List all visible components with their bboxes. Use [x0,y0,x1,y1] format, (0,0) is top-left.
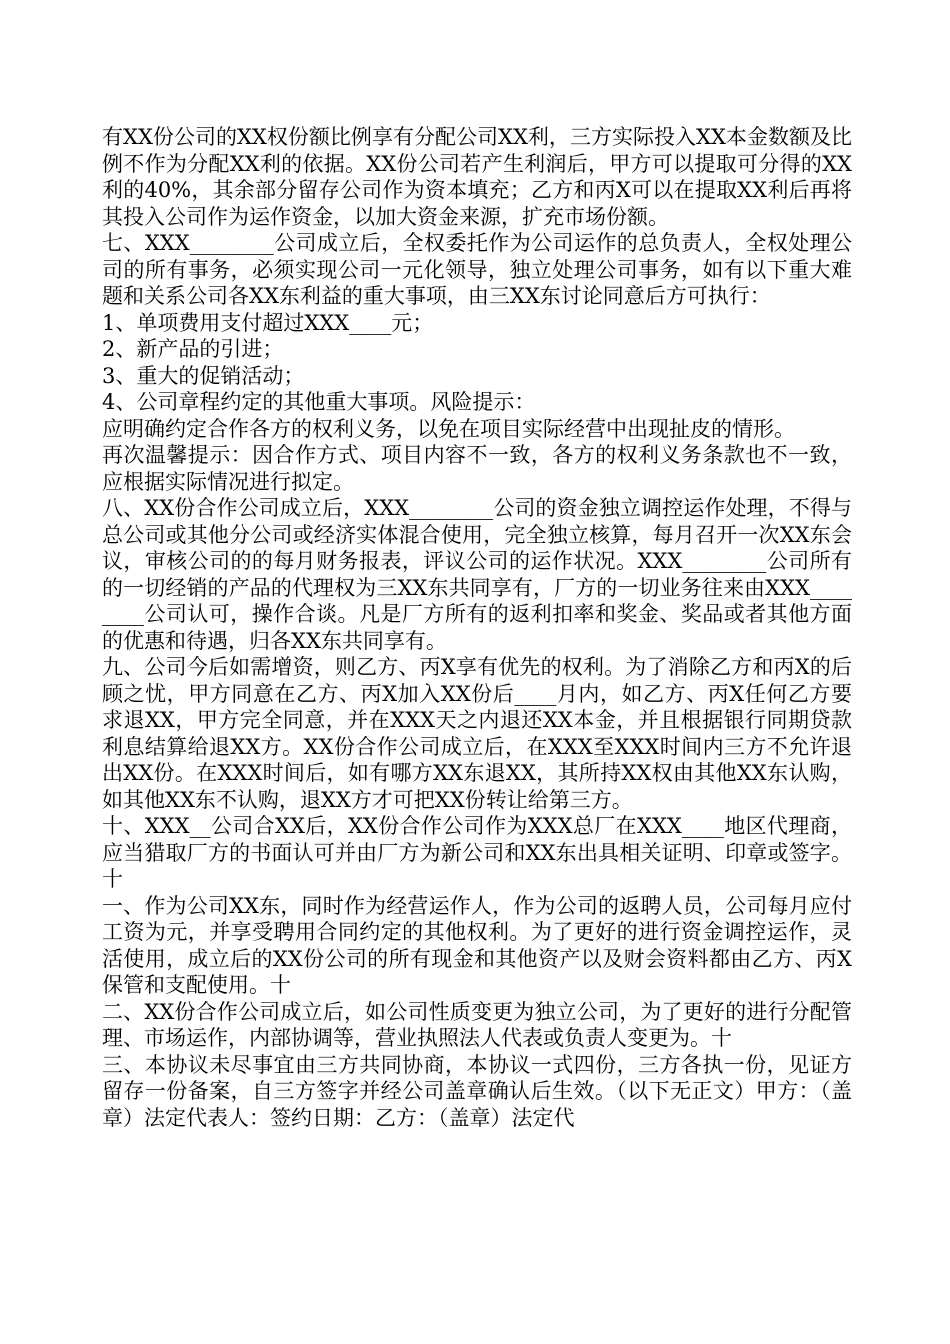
paragraph-clause-10: 十、XXX__公司合XX后，XX份合作公司作为XXX总厂在XXX____地区代理商，应当猎取厂方的书面认可并由厂方为新公司和XX东出具相关证明、印章或签字。十 [102,814,852,891]
list-item-3: 3、重大的促销活动； [102,363,305,388]
document-body [102,124,852,1131]
paragraph-clause-13: 三、本协议未尽事宜由三方共同协商，本协议一式四份，三方各执一份，见证方留存一份备案，自三方签字并经公司盖章确认后生效。（以下无正文）甲方：（盖章）法定代表人：签约日期：乙方：（盖章）法定代 [102,1052,852,1130]
paragraph-clause-11: 一、作为公司XX东，同时作为经营运作人，作为公司的返聘人员，公司每月应付工资为元，并享受聘用合同约定的其他权利。为了更好的进行资金调控运作，灵活使用，成立后的XX份公司的所有现金和其他资产以及财会资料都由乙方、丙X保管和支配使用。十 [102,893,852,997]
paragraph-clause-7: 七、XXX________公司成立后，全权委托作为公司运作的总负责人，全权处理公司的所有事务，必须实现公司一元化领导，独立处理公司事务，如有以下重大难题和关系公司各XX东利益的重大事项，由三XX东讨论同意后方可执行： [102,231,852,308]
list-item-2: 2、新产品的引进； [102,337,284,361]
paragraph-clause-12: 二、XX份合作公司成立后，如公司性质变更为独立公司，为了更好的进行分配管理、市场运作，内部协调等，营业执照法人代表或负责人变更为。十 [102,999,852,1050]
paragraph-clause-9: 九、公司今后如需增资，则乙方、丙X享有优先的权利。为了消除乙方和丙X的后顾之忧，甲方同意在乙方、丙X加入XX份后____月内，如乙方、丙X任何乙方要求退XX，甲方完全同意，并在XXX天之内退还XX本金，并且根据银行同期贷款利息结算给退XX方。XX份合作公司成立后，在XXX至XXX时间内三方不允许退出XX份。在XXX时间后，如有哪方XX东退XX，其所持XX权由其他XX东认购，如其他XX东不认购，退XX方才可把XX份转让给第三方。 [102,655,852,812]
paragraph-profit-distribution: 有XX份公司的XX权份额比例享有分配公司XX利，三方实际投入XX本金数额及比例不作为分配XX利的依据。XX份公司若产生利润后，甲方可以提取可分得的XX利的40%，其余部分留存公司作为资本填充；乙方和丙X可以在提取XX利后再将其投入公司作为运作资金，以加大资金来源，扩充市场份额。 [102,125,852,229]
list-item-1: 1、单项费用支付超过XXX____元； [102,310,434,335]
paragraph-reminder: 再次温馨提示：因合作方式、项目内容不一致，各方的权利义务条款也不一致，应根据实际情况进行拟定。 [102,443,852,494]
paragraph-clause-8: 八、XX份合作公司成立后，XXX________公司的资金独立调控运作处理，不得与总公司或其他分公司或经济实体混合使用，完全独立核算，每月召开一次XX东会议，审核公司的的每月财务报表，评议公司的运作状况。XXX________公司所有的一切经销的产品的代理权为三XX东共同享有，厂方的一切业务往来由XXX________公司认可，操作合谈。凡是厂方所有的返利扣率和奖金、奖品或者其他方面的优惠和待遇，归各XX东共同享有。 [102,496,852,653]
paragraph-risk-note: 应明确约定合作各方的权利义务，以免在项目实际经营中出现扯皮的情形。 [102,416,795,441]
list-item-4: 4、公司章程约定的其他重大事项。风险提示： [102,390,536,414]
